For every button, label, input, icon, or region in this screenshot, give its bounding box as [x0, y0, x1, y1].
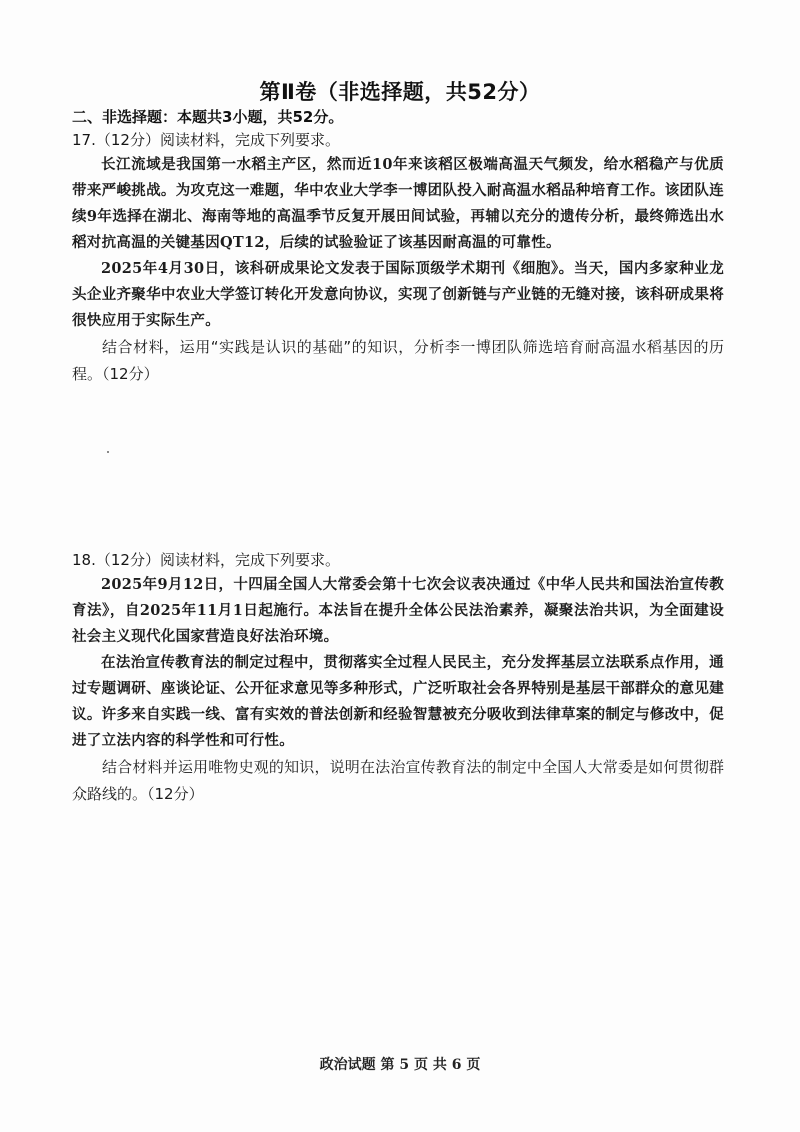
question-17-prompt: 结合材料，运用“实践是认识的基础”的知识，分析李一博团队筛选培育耐高温水稻基因的历程。（12分） — [72, 338, 724, 383]
question-18-material-1: 2025年9月12日，十四届全国人大常委会第十七次会议表决通过《中华人民共和国法治宣传教育法》，自2025年11月1日起施行。本法旨在提升全体公民法治素养，凝聚法治共识，为全面建设社会主义现代化国家营造良好法治环境。 — [72, 576, 724, 645]
question-18 — [72, 548, 724, 808]
question-17-material-1: 长江流域是我国第一水稻主产区，然而近10年来该稻区极端高温天气频发，给水稻稳产与优质带来严峻挑战。为攻克这一难题，华中农业大学李一博团队投入耐高温水稻品种培育工作。该团队连续9年选择在湖北、海南等地的高温季节反复开展田间试验，再辅以充分的遗传分析，最终筛选出水稻对抗高温的关键基因QT12，后续的试验验证了该基因耐高温的可靠性。 — [72, 156, 724, 251]
question-18-heading: 18.（12分）阅读材料，完成下列要求。 — [72, 551, 340, 569]
scan-speck — [107, 451, 109, 453]
question-18-material-2: 在法治宣传教育法的制定过程中，贯彻落实全过程人民民主，充分发挥基层立法联系点作用，通过专题调研、座谈论证、公开征求意见等多种形式，广泛听取社会各界特别是基层干部群众的意见建议。许多来自实践一线、富有实效的普法创新和经验智慧被充分吸收到法律草案的制定与修改中，促进了立法内容的科学性和可行性。 — [72, 654, 724, 749]
question-17-material-2: 2025年4月30日，该科研成果论文发表于国际顶级学术期刊《细胞》。当天，国内多家种业龙头企业齐聚华中农业大学签订转化开发意向协议，实现了创新链与产业链的无缝对接，该科研成果将很快应用于实际生产。 — [72, 260, 724, 329]
page-footer: 政治试题 第 5 页 共 6 页 — [319, 1057, 481, 1073]
question-17-heading: 17.（12分）阅读材料，完成下列要求。 — [72, 131, 340, 149]
question-18-prompt: 结合材料并运用唯物史观的知识，说明在法治宣传教育法的制定中全国人大常委是如何贯彻群众路线的。（12分） — [72, 758, 724, 803]
part-heading: 二、非选择题：本题共3小题，共52分。 — [72, 108, 344, 126]
question-17 — [72, 128, 724, 388]
section-title: 第Ⅱ卷（非选择题，共52分） — [259, 80, 541, 104]
